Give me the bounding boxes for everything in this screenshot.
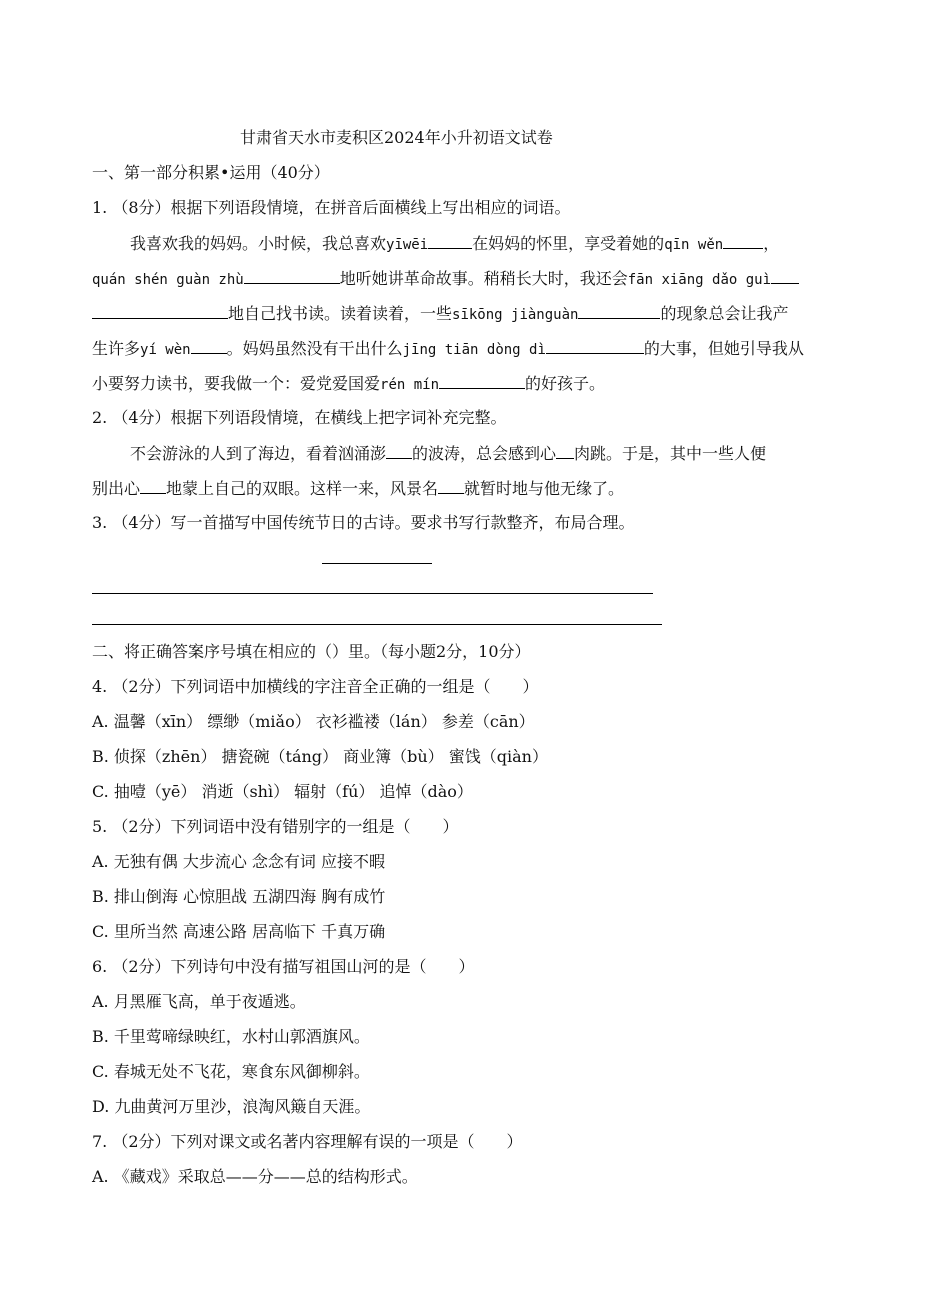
answer-blank[interactable] (546, 337, 644, 354)
answer-blank[interactable] (140, 477, 166, 494)
question-3-stem: 3. （4分）写一首描写中国传统节日的古诗。要求书写行款整齐，布局合理。 (92, 513, 635, 532)
passage-text: 肉跳。于是，其中一些人便 (574, 444, 767, 463)
poem-answer-line-2[interactable] (92, 624, 662, 625)
passage-text: 的波涛，总会感到心 (412, 444, 557, 463)
section-1-heading: 一、第一部分积累•运用（40分） (92, 163, 330, 182)
pinyin: fān xiāng dǎo guì (627, 272, 772, 288)
passage-text: 。妈妈虽然没有干出什么 (226, 339, 403, 358)
question-6-option-c: C. 春城无处不飞花，寒食东风御柳斜。 (92, 1062, 370, 1081)
answer-blank[interactable] (244, 267, 340, 284)
answer-blank[interactable] (386, 442, 412, 459)
passage-text: 地蒙上自己的双眼。这样一来，风景名 (166, 479, 439, 498)
pinyin: yīwēi (386, 237, 429, 253)
question-2-passage-line-1 (130, 442, 766, 465)
passage-text: 地听她讲革命故事。稍稍长大时，我还会 (339, 269, 628, 288)
pinyin: sīkōng jiànguàn (452, 307, 579, 323)
question-4-option-b: B. 侦探（zhēn） 搪瓷碗（táng） 商业簿（bù） 蜜饯（qiàn） (92, 747, 548, 766)
question-6-option-b: B. 千里莺啼绿映红，水村山郭酒旗风。 (92, 1027, 370, 1046)
question-1-passage-line-2 (92, 267, 799, 291)
question-1-passage-line-4 (92, 337, 804, 361)
answer-blank[interactable] (556, 442, 574, 459)
question-7-stem: 7. （2分）下列对课文或名著内容理解有误的一项是（ ） (92, 1132, 523, 1151)
question-1-stem: 1. （8分）根据下列语段情境，在拼音后面横线上写出相应的词语。 (92, 198, 571, 217)
page-title: 甘肃省天水市麦积区2024年小升初语文试卷 (240, 128, 553, 147)
pinyin: yí wèn (140, 342, 191, 358)
question-5-option-a: A. 无独有偶 大步流心 念念有词 应接不暇 (92, 852, 385, 871)
question-1-passage-line-5 (92, 372, 605, 396)
passage-text: 的大事，但她引导我从 (643, 339, 804, 358)
question-2-stem: 2. （4分）根据下列语段情境，在横线上把字词补充完整。 (92, 408, 507, 427)
poem-answer-line-1[interactable] (92, 593, 653, 594)
answer-blank[interactable] (428, 232, 472, 249)
answer-blank[interactable] (723, 232, 763, 249)
passage-text: 的现象总会让我产 (660, 304, 789, 323)
question-2-passage-line-2 (92, 477, 624, 500)
question-4-stem: 4. （2分）下列词语中加横线的字注音全正确的一组是（ ） (92, 677, 539, 696)
passage-text: 生许多 (92, 339, 141, 358)
question-1-passage-line-3 (92, 302, 788, 326)
passage-text: ， (763, 234, 780, 253)
passage-text: 不会游泳的人到了海边，看着汹涌澎 (130, 444, 387, 463)
question-5-option-c: C. 里所当然 高速公路 居高临下 千真万确 (92, 922, 386, 941)
answer-blank[interactable] (578, 302, 660, 319)
question-4-option-a: A. 温馨（xīn） 缥缈（miǎo） 衣衫褴褛（lán） 参差（cān） (92, 712, 535, 731)
question-6-option-a: A. 月黑雁飞高，单于夜遁逃。 (92, 992, 306, 1011)
question-1-passage-line-1 (130, 232, 779, 256)
passage-text: 我喜欢我的妈妈。小时候，我总喜欢 (130, 234, 387, 253)
poem-title-line[interactable] (322, 563, 432, 564)
answer-blank[interactable] (191, 337, 227, 354)
question-5-option-b: B. 排山倒海 心惊胆战 五湖四海 胸有成竹 (92, 887, 386, 906)
question-7-option-a: A. 《藏戏》采取总——分——总的结构形式。 (92, 1167, 418, 1186)
answer-blank[interactable] (438, 477, 464, 494)
question-5-stem: 5. （2分）下列词语中没有错别字的一组是（ ） (92, 817, 459, 836)
answer-blank[interactable] (439, 372, 525, 389)
pinyin: rén mín (380, 377, 440, 393)
passage-text: 小要努力读书，要我做一个：爱党爱国爱 (92, 374, 381, 393)
question-4-option-c: C. 抽噎（yē） 消逝（shì） 辐射（fú） 追悼（dào） (92, 782, 473, 801)
question-6-stem: 6. （2分）下列诗句中没有描写祖国山河的是（ ） (92, 957, 475, 976)
passage-text: 地自己找书读。读着读着，一些 (228, 304, 453, 323)
passage-text: 的好孩子。 (525, 374, 606, 393)
pinyin: qīn wěn (664, 237, 724, 253)
passage-text: 就暂时地与他无缘了。 (464, 479, 625, 498)
answer-blank[interactable] (92, 302, 228, 319)
pinyin: jīng tiān dòng dì (402, 342, 546, 358)
section-2-heading: 二、将正确答案序号填在相应的（）里。（每小题2分，10分） (92, 642, 531, 661)
passage-text: 在妈妈的怀里，享受着她的 (472, 234, 665, 253)
question-6-option-d: D. 九曲黄河万里沙，浪淘风簸自天涯。 (92, 1097, 371, 1116)
answer-blank[interactable] (771, 267, 799, 284)
passage-text: 别出心 (92, 479, 141, 498)
pinyin: quán shén guàn zhù (92, 272, 244, 288)
